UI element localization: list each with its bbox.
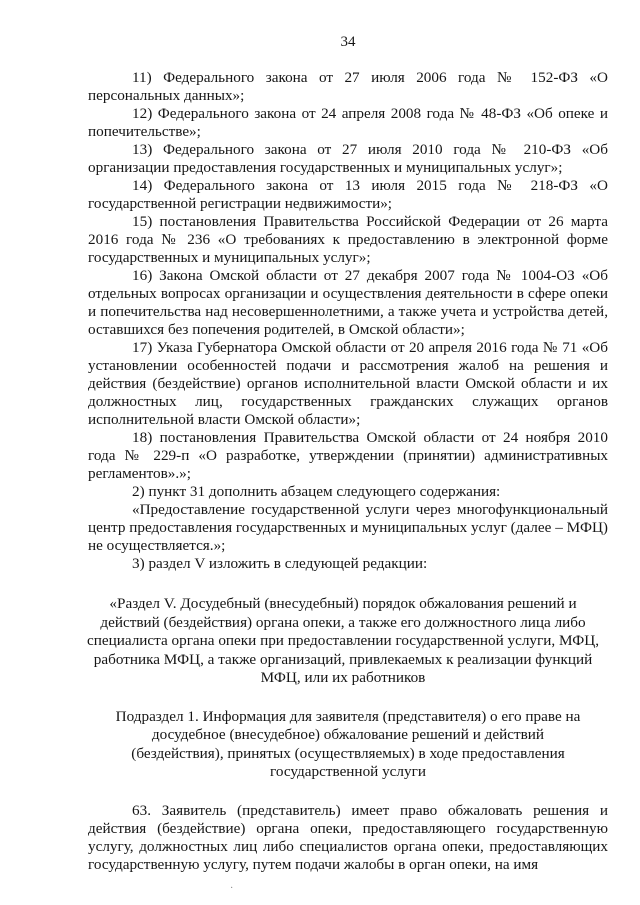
paragraph-63: 63. Заявитель (представитель) имеет право обжаловать решения и действия (бездействие) органа опеки, предоставляющего государственную услугу, должностных лиц либо специалистов органа опеки, предоставляющих государственную услугу, путем подачи жалобы в орган опеки, на имя: [88, 801, 608, 873]
list-item-16: 16) Закона Омской области от 27 декабря 2007 года № 1004-ОЗ «Об отдельных вопросах организации и осуществления деятельности в сфере опеки и попечительства над несовершеннолетними, а также учета и устройства детей, оставшихся без попечения родителей, в Омской области»;: [88, 267, 608, 338]
list-item-15: 15) постановления Правительства Российской Федерации от 26 марта 2016 года № 236 «О требованиях к предоставлению в электронной форме государственных и муниципальных услуг»;: [88, 213, 608, 266]
list-item-11: 11) Федерального закона от 27 июля 2006 года № 152-ФЗ «О персональных данных»;: [88, 69, 608, 104]
section-heading: «Раздел V. Досудебный (внесудебный) порядок обжалования решений и действий (бездействия) органа опеки, а также его должностного лица либо специалиста органа опеки при предоставлении государственной услуги, МФЦ, работника МФЦ, а также организаций, привлекаемых к реализации функций МФЦ, или их работников: [86, 595, 600, 686]
list-item-14: 14) Федерального закона от 13 июля 2015 года № 218-ФЗ «О государственной регистрации недвижимости»;: [88, 177, 608, 212]
amendment-item-3: 3) раздел V изложить в следующей редакции:: [132, 555, 428, 572]
list-item-18: 18) постановления Правительства Омской области от 24 ноября 2010 года № 229-п «О разработке, утверждении (принятии) административных регламентов».»;: [88, 429, 608, 482]
spacer: [88, 573, 608, 595]
list-item-17: 17) Указа Губернатора Омской области от 20 апреля 2016 года № 71 «Об установлении особенностей подачи и рассмотрения жалоб на решения и действия (бездействие) органов исполнительной власти Омской области и их должностных лиц, государственных гражданских служащих органов исполнительной власти Омской области»;: [88, 339, 608, 428]
list-item-12: 12) Федерального закона от 24 апреля 2008 года № 48-ФЗ «Об опеке и попечительстве»;: [88, 105, 608, 140]
footer-mark: ·: [230, 883, 234, 894]
subsection-heading: Подраздел 1. Информация для заявителя (представителя) о его праве на досудебное (внесудебное) обжалование решений и действий (бездействия), принятых (осуществляемых) в ходе предоставления государственной услуги: [115, 707, 581, 780]
document-page: [88, 33, 608, 874]
amendment-quote: «Предоставление государственной услуги через многофункциональный центр предоставления государственных и муниципальных услуг (далее – МФЦ) не осуществляется.»;: [88, 501, 608, 554]
list-item-13: 13) Федерального закона от 27 июля 2010 года № 210-ФЗ «Об организации предоставления государственных и муниципальных услуг»;: [88, 141, 608, 176]
spacer: [88, 782, 608, 802]
amendment-item-2: 2) пункт 31 дополнить абзацем следующего содержания:: [132, 483, 501, 500]
spacer: [88, 688, 608, 708]
page-number: 34: [340, 34, 356, 50]
